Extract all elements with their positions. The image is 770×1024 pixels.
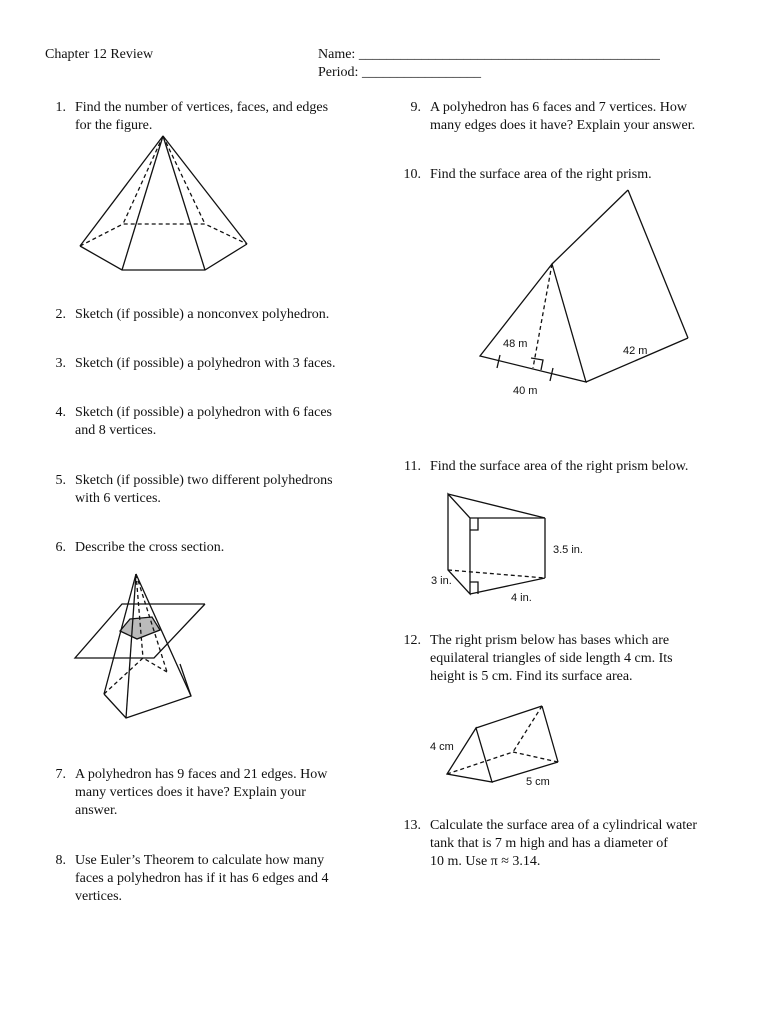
label-height-3in: 3 in. xyxy=(431,575,452,587)
label-height-48m: 48 m xyxy=(503,338,528,350)
label-width-4in: 4 in. xyxy=(511,592,532,604)
cross-section-figure xyxy=(75,574,205,718)
triangular-prism-figure-10 xyxy=(480,190,688,397)
name-field[interactable]: Name: ___________________________________________ xyxy=(318,47,660,62)
period-field[interactable]: Period: _________________ xyxy=(318,65,481,80)
label-side-4cm: 4 cm xyxy=(430,741,454,753)
triangular-prism-figure-12 xyxy=(430,706,558,788)
label-length-5cm: 5 cm xyxy=(526,776,550,788)
label-base-40m: 40 m xyxy=(513,385,538,397)
triangular-prism-figure-11 xyxy=(431,494,583,604)
label-length-35in: 3.5 in. xyxy=(553,544,583,556)
label-length-42m: 42 m xyxy=(623,345,648,357)
hexagonal-pyramid xyxy=(80,136,247,270)
worksheet-title: Chapter 12 Review xyxy=(45,47,154,62)
